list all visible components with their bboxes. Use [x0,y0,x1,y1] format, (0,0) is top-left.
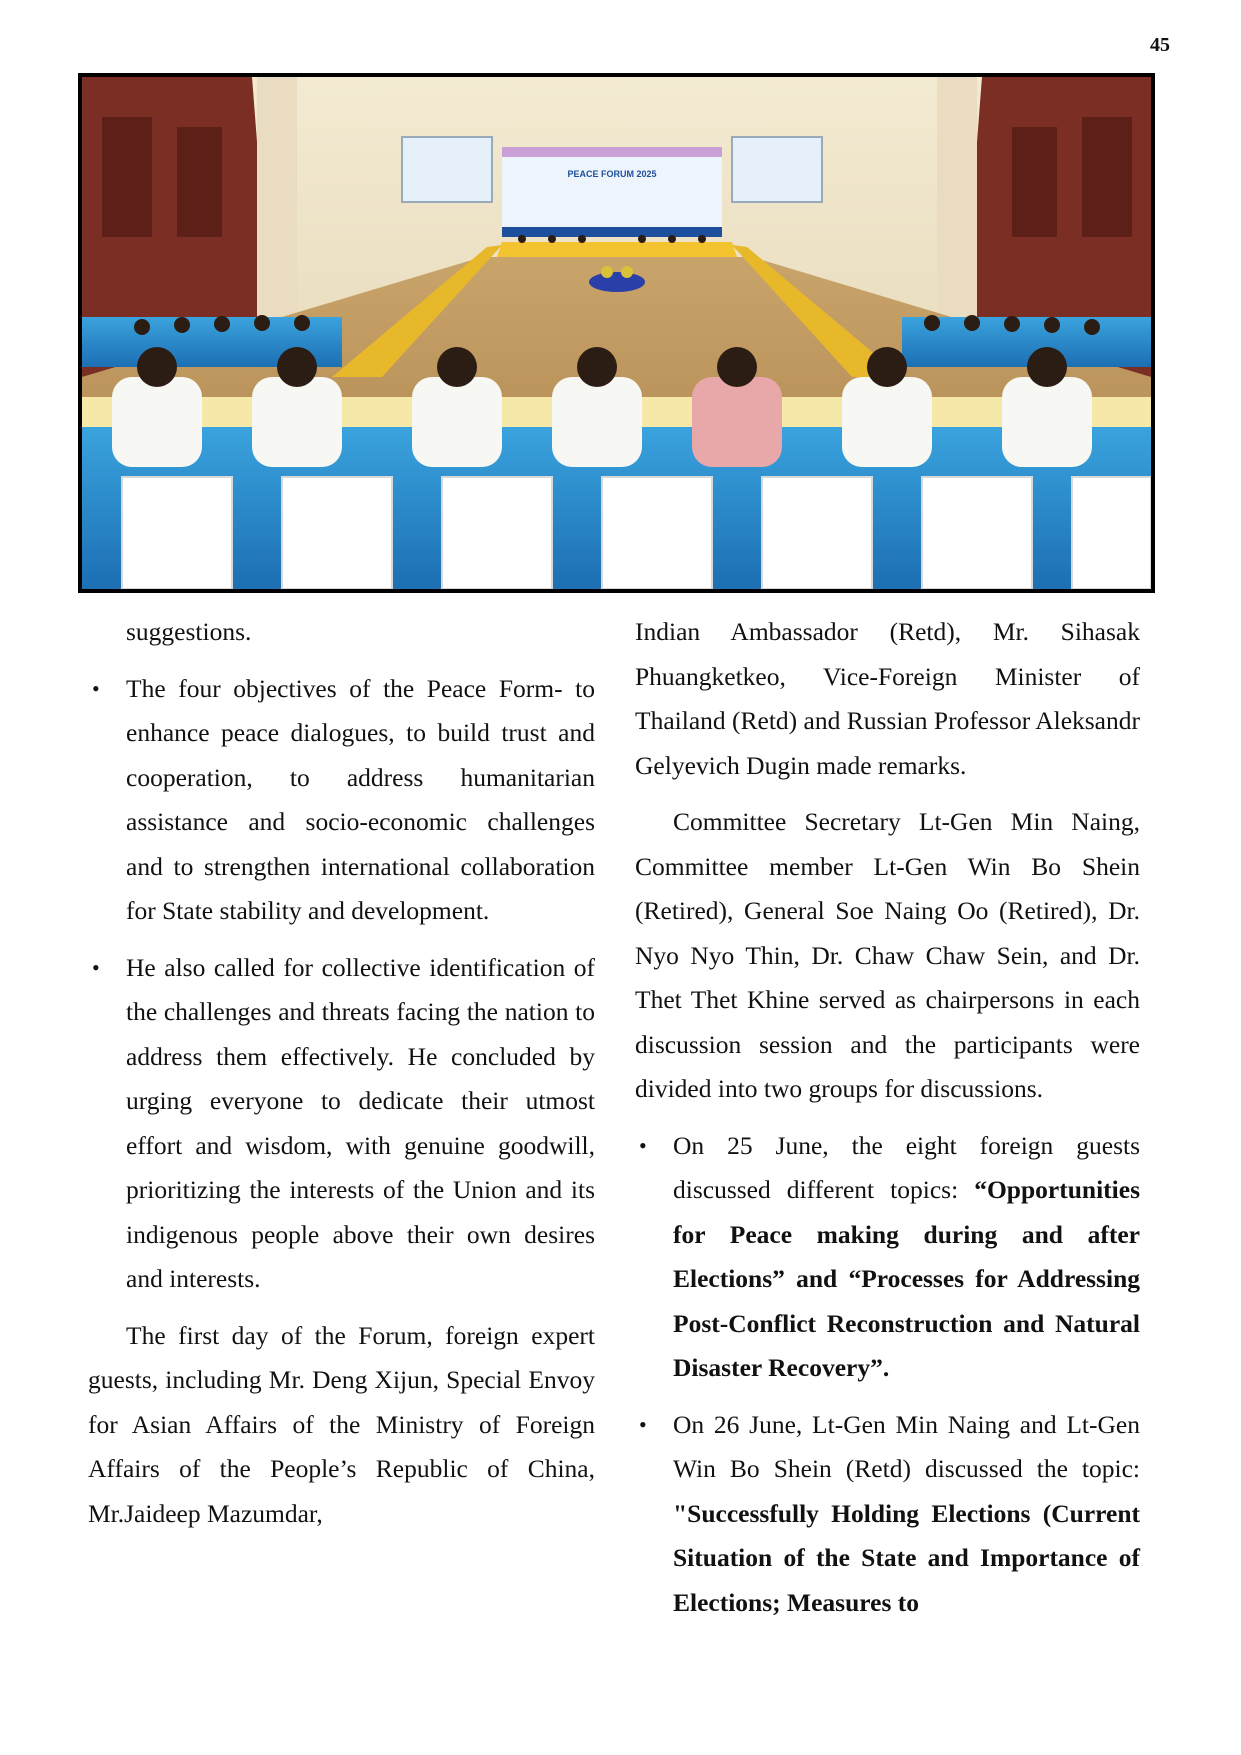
list-item [635,1124,1140,1391]
page-number: 45 [1150,34,1170,56]
body-paragraph: The first day of the Forum, foreign expert guests, including Mr. Deng Xijun, Special Envoy for Asian Affairs of the Ministry of Foreign Affairs of the People’s Republic of China, Mr.Jaideep Mazumdar, [88,1320,595,1528]
bullet-icon: • [639,1411,647,1437]
conference-hall-illustration [82,77,1151,589]
left-bullet-list [88,667,595,1302]
conference-photo [78,73,1155,593]
body-paragraph: Committee Secretary Lt-Gen Min Naing, Committee member Lt-Gen Win Bo Shein (Retired), General Soe Naing Oo (Retired), Dr. Nyo Nyo Thin, Dr. Chaw Chaw Sein, and Dr. Thet Thet Khine served as chairpersons in each discussion session and the participants were divided into two groups for discussions. [635,807,1140,1103]
conjunction: and [784,1264,849,1293]
bullet-icon: • [92,675,100,701]
topic-title: "Successfully Holding Elections (Current Situation of the State and Importance of Elections; Measures to [673,1498,1140,1617]
bullet-icon: • [92,954,100,980]
right-bullet-list [635,1124,1140,1626]
bullet-text: He also called for collective identification of the challenges and threats facing the nation to address them effectively. He concluded by urging everyone to dedicate their utmost effort and wisdom, with genuine goodwill, prioritizing the interests of the Union and its indigenous people above their own desires and interests. [126,952,595,1293]
bullet-text: On 26 June, Lt-Gen Min Naing and Lt-Gen Win Bo Shein (Retd) discussed the topic: [673,1409,1140,1483]
banner-title: PEACE FORUM 2025 [567,169,657,179]
left-column [88,610,595,1536]
topic-title: “Processes for Addressing Post-Conflict Reconstruction and Natural Disaster Recovery”. [673,1264,1140,1382]
topic-title: “Opportunities for Peace making during and after Elections” [673,1175,1140,1293]
bullet-text: The four objectives of the Peace Form- to enhance peace dialogues, to build trust and cooperation, to address humanitarian assistance and socio-economic challenges and to strengthen international collaboration for State stability and development. [126,673,595,925]
list-item [635,1403,1140,1626]
right-column [635,610,1140,1625]
bullet-text: On 25 June, the eight foreign guests discussed different topics: [673,1130,1140,1204]
continuation-paragraph: Indian Ambassador (Retd), Mr. Sihasak Phuangketkeo, Vice-Foreign Minister of Thailand (Retd) and Russian Professor Aleksandr Gelyevich Dugin made remarks. [635,617,1140,780]
bullet-icon: • [639,1132,647,1158]
lead-fragment: suggestions. [126,617,252,646]
list-item [88,946,595,1302]
list-item [88,667,595,934]
